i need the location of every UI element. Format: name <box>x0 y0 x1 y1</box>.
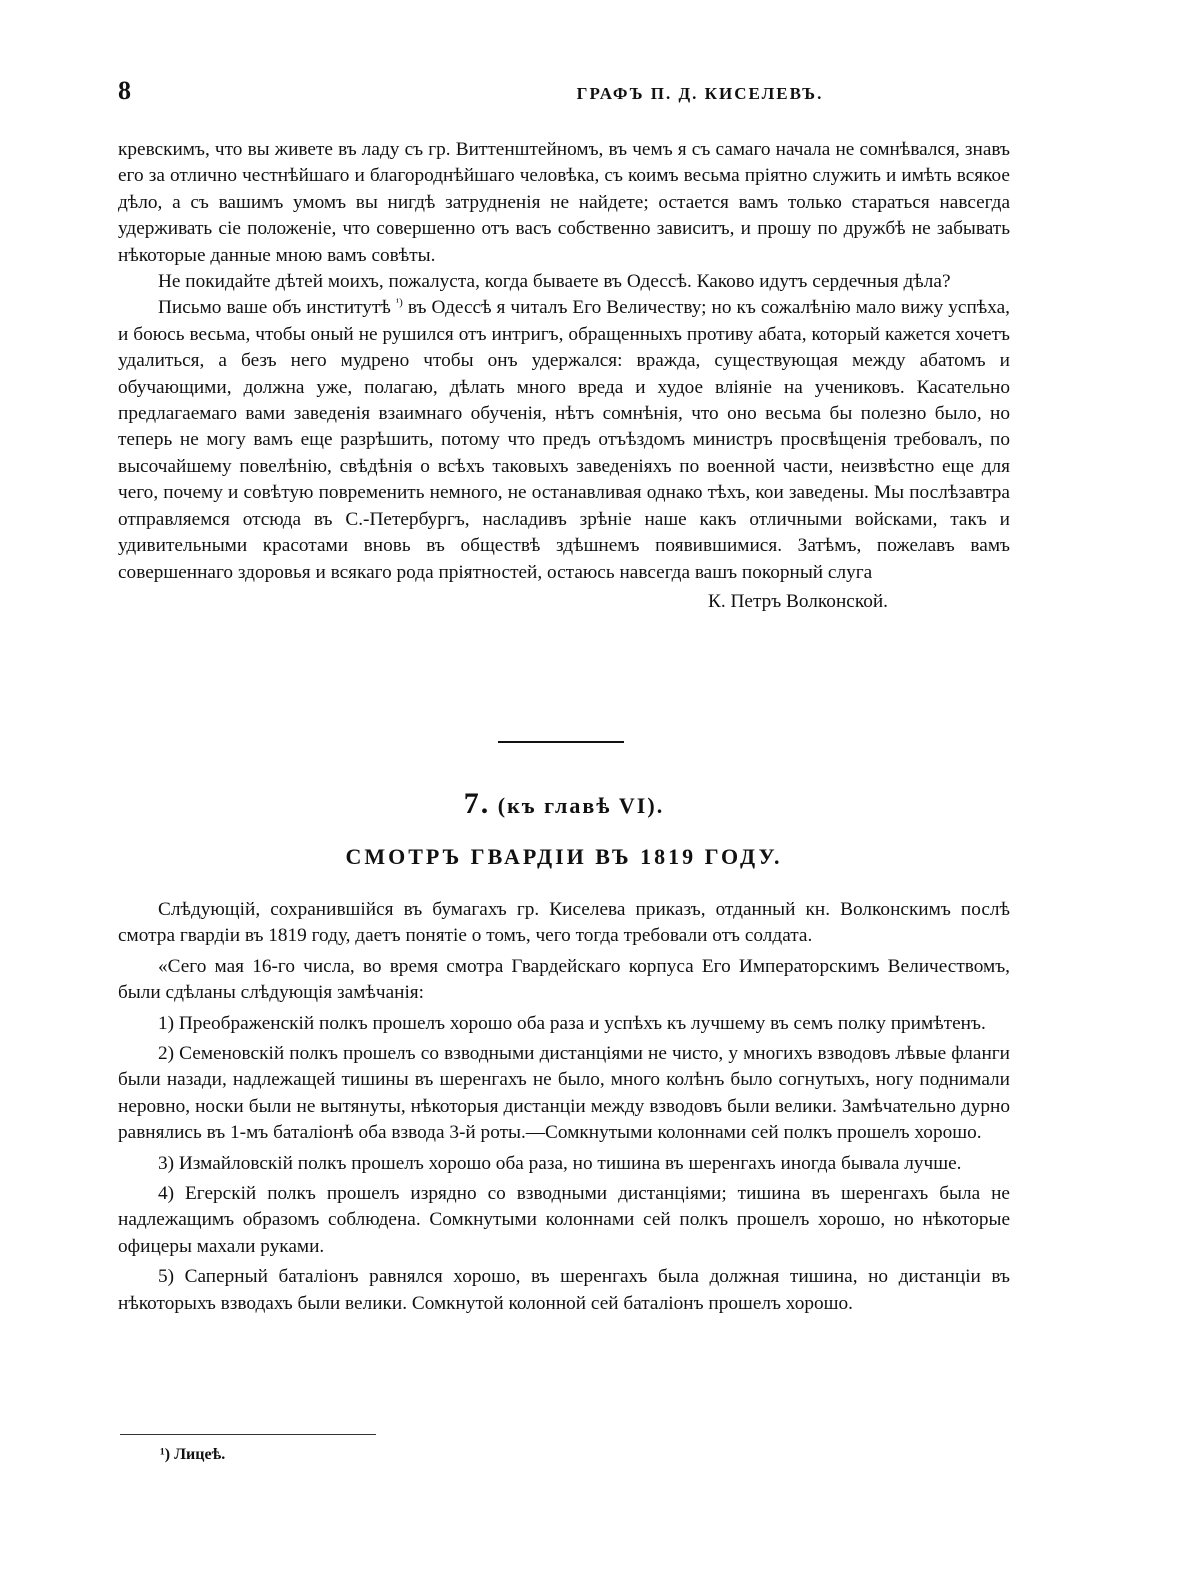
order-paragraph: 1) Преображенскій полкъ прошелъ хорошо оба раза и успѣхъ къ лучшему въ семъ полку примѣтенъ. <box>158 1012 986 1034</box>
letter-paragraph: кревскимъ, что вы живете въ ладу съ гр. Виттенштейномъ, въ чемъ я съ самаго начала не сомнѣвался, знавъ его за отлично честнѣйшаго и благороднѣйшаго человѣка, съ коимъ весьма пріятно служить и имѣть всякое дѣло, а съ вашимъ умомъ вы нигдѣ затрудненія не найдете; остается вамъ только стараться навсегда удерживать сіе положеніе, что совершенно отъ васъ собственно зависитъ, и прошу по дружбѣ не забывать нѣкоторые данные мною вамъ совѣты. <box>118 139 1010 266</box>
section-intro: Слѣдующій, сохранившійся въ бумагахъ гр. Киселева приказъ, отданный кн. Волконскимъ послѣ смотра гвардіи въ 1819 году, даетъ понятіе о томъ, чего тогда требовали отъ солдата. <box>118 899 1010 947</box>
section-title: СМОТРЪ ГВАРДІИ ВЪ 1819 ГОДУ. <box>345 844 783 869</box>
section-heading <box>118 787 1010 821</box>
letter-paragraph: Не покидайте дѣтей моихъ, пожалуста, когда бываете въ Одессѣ. Каково идутъ сердечныя дѣла? <box>158 271 951 293</box>
section-number: 7. <box>463 787 491 820</box>
letter-paragraph-rest: въ Одессѣ я читалъ Его Величеству; но къ сожалѣнію мало вижу успѣха, и боюсь весьма, чтобы оный не рушился отъ интригъ, обращенныхъ противу абата, который кажется хочетъ удалиться, а безъ него мудрено чтобы онъ удержался: вражда, существующая между абатомъ и обучающими, должна уже, полагаю, дѣлать много вреда и худое вліяніе на учениковъ. Касательно предлагаемаго вами заведенія взаимнаго обученія, нѣтъ сомнѣнія, что оно весьма бы полезно было, но теперь не могу вамъ еще разрѣшить, потому что предъ отъѣздомъ министръ просвѣщенія требовалъ, по высочайшему повелѣнію, свѣдѣнія о всѣхъ таковыхъ заведеніяхъ по военной части, неизвѣстно еще для чего, почему и совѣтую повременить немного, не останавливая однако тѣхъ, кои заведены. Мы послѣзавтра отправляемся отсюда въ С.-Петербургъ, насладивъ зрѣніе наше какъ отличными войсками, такъ и удивительными красотами вновь въ обществѣ здѣшнемъ появившимися. Затѣмъ, пожелавъ вамъ совершеннаго здоровья и всякаго рода пріятностей, остаюсь навсегда вашъ покорный слуга <box>118 297 1010 583</box>
footnote: ¹) Лицеѣ. <box>160 1446 226 1463</box>
section-text <box>118 897 1010 1321</box>
letter-signature: К. Петръ Волконской. <box>707 590 888 612</box>
letter-text <box>118 137 1010 615</box>
order-paragraph: «Сего мая 16-го числа, во время смотра Гвардейскаго корпуса Его Императорскимъ Величествомъ, были сдѣланы слѣдующія замѣчанія: <box>118 955 1010 1004</box>
section-divider <box>498 741 624 743</box>
page-number: 8 <box>118 76 131 105</box>
letter-paragraph <box>118 295 1010 585</box>
order-paragraph: 2) Семеновскій полкъ прошелъ со взводными дистанціями не чисто, у многихъ взводовъ лѣвые фланги были назади, надлежащей тишины въ шеренгахъ не было, много колѣнъ было согнутыхъ, ногу поднимали неровно, носки были не вытянуты, нѣкоторыя дистанціи между взводовъ были велики. Замѣчательно дурно равнялись въ 1-мъ баталіонѣ оба взвода 3-й роты.—Сомкнутыми колоннами сей полкъ прошелъ хорошо. <box>118 1043 1010 1144</box>
running-title: ГРАФЪ П. Д. КИСЕЛЕВЪ. <box>576 84 824 103</box>
footnote-reference: ¹) <box>395 297 403 310</box>
footnote-rule <box>120 1434 376 1435</box>
section-chapter-note: (къ главѣ VI). <box>497 793 665 818</box>
letter-paragraph-start: Письмо ваше объ институтѣ <box>158 297 391 319</box>
order-paragraph: 4) Егерскій полкъ прошелъ изрядно со взводными дистанціями; тишина въ шеренгахъ была не надлежащимъ образомъ соблюдена. Сомкнутыми колоннами сей полкъ прошелъ хорошо, но нѣкоторые офицеры махали руками. <box>118 1183 1010 1257</box>
order-paragraph: 5) Саперный баталіонъ равнялся хорошо, въ шеренгахъ была должная тишина, но дистанціи въ нѣкоторыхъ взводахъ были велики. Сомкнутой колонной сей баталіонъ прошелъ хорошо. <box>118 1266 1010 1314</box>
order-paragraph: 3) Измайловскій полкъ прошелъ хорошо оба раза, но тишина въ шеренгахъ иногда бывала лучше. <box>158 1152 962 1174</box>
